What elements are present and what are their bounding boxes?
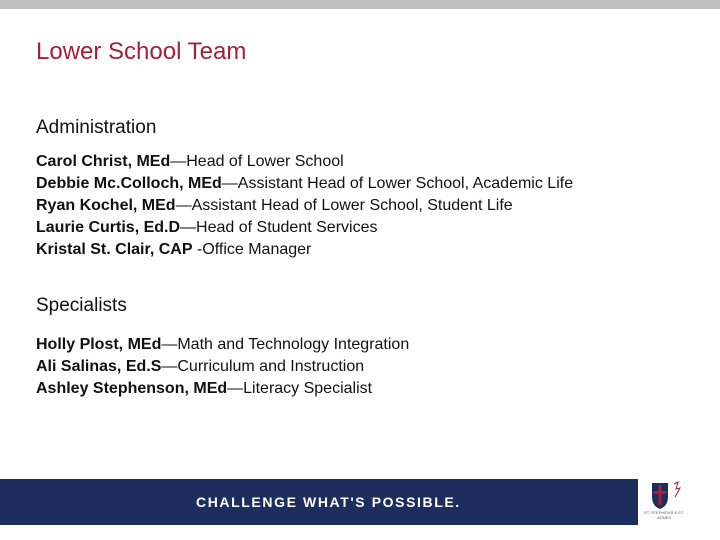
person-role: —Assistant Head of Lower School, Student Life [175,197,513,214]
list-item [36,217,573,239]
list-item [36,378,409,400]
person-name: Ashley Stephenson, MEd [36,380,228,397]
list-item [36,173,573,195]
specialists-list [36,334,409,400]
person-role: —Assistant Head of Lower School, Academic Life [221,175,574,192]
person-role: —Head of Lower School [170,153,344,170]
footer-right-edge [690,479,720,525]
person-name: Holly Plost, MEd [36,336,162,353]
page-title: Lower School Team [36,38,247,65]
person-name: Ali Salinas, Ed.S [36,358,162,375]
list-item [36,356,409,378]
person-role: —Math and Technology Integration [161,336,410,353]
person-name: Kristal St. Clair, CAP [36,241,193,258]
footer-banner [0,479,720,525]
crest-icon [638,479,690,510]
person-role: —Literacy Specialist [227,380,373,397]
top-border-bar [0,0,720,9]
person-name: Debbie Mc.Colloch, MEd [36,175,222,192]
list-item [36,151,573,173]
specialists-heading: Specialists [36,295,127,316]
administration-heading: Administration [36,117,157,138]
person-name: Laurie Curtis, Ed.D [36,219,181,236]
footer-tagline: CHALLENGE WHAT'S POSSIBLE. [196,494,461,510]
list-item [36,334,409,356]
logo-caption: ST. STEPHEN'S & ST. AGNES [644,510,684,520]
person-name: Ryan Kochel, MEd [36,197,176,214]
list-item [36,239,573,261]
person-name: Carol Christ, MEd [36,153,171,170]
administration-list [36,151,573,261]
person-role: -Office Manager [192,241,312,258]
school-logo [638,479,690,525]
list-item [36,195,573,217]
person-role: —Head of Student Services [180,219,378,236]
person-role: —Curriculum and Instruction [161,358,365,375]
